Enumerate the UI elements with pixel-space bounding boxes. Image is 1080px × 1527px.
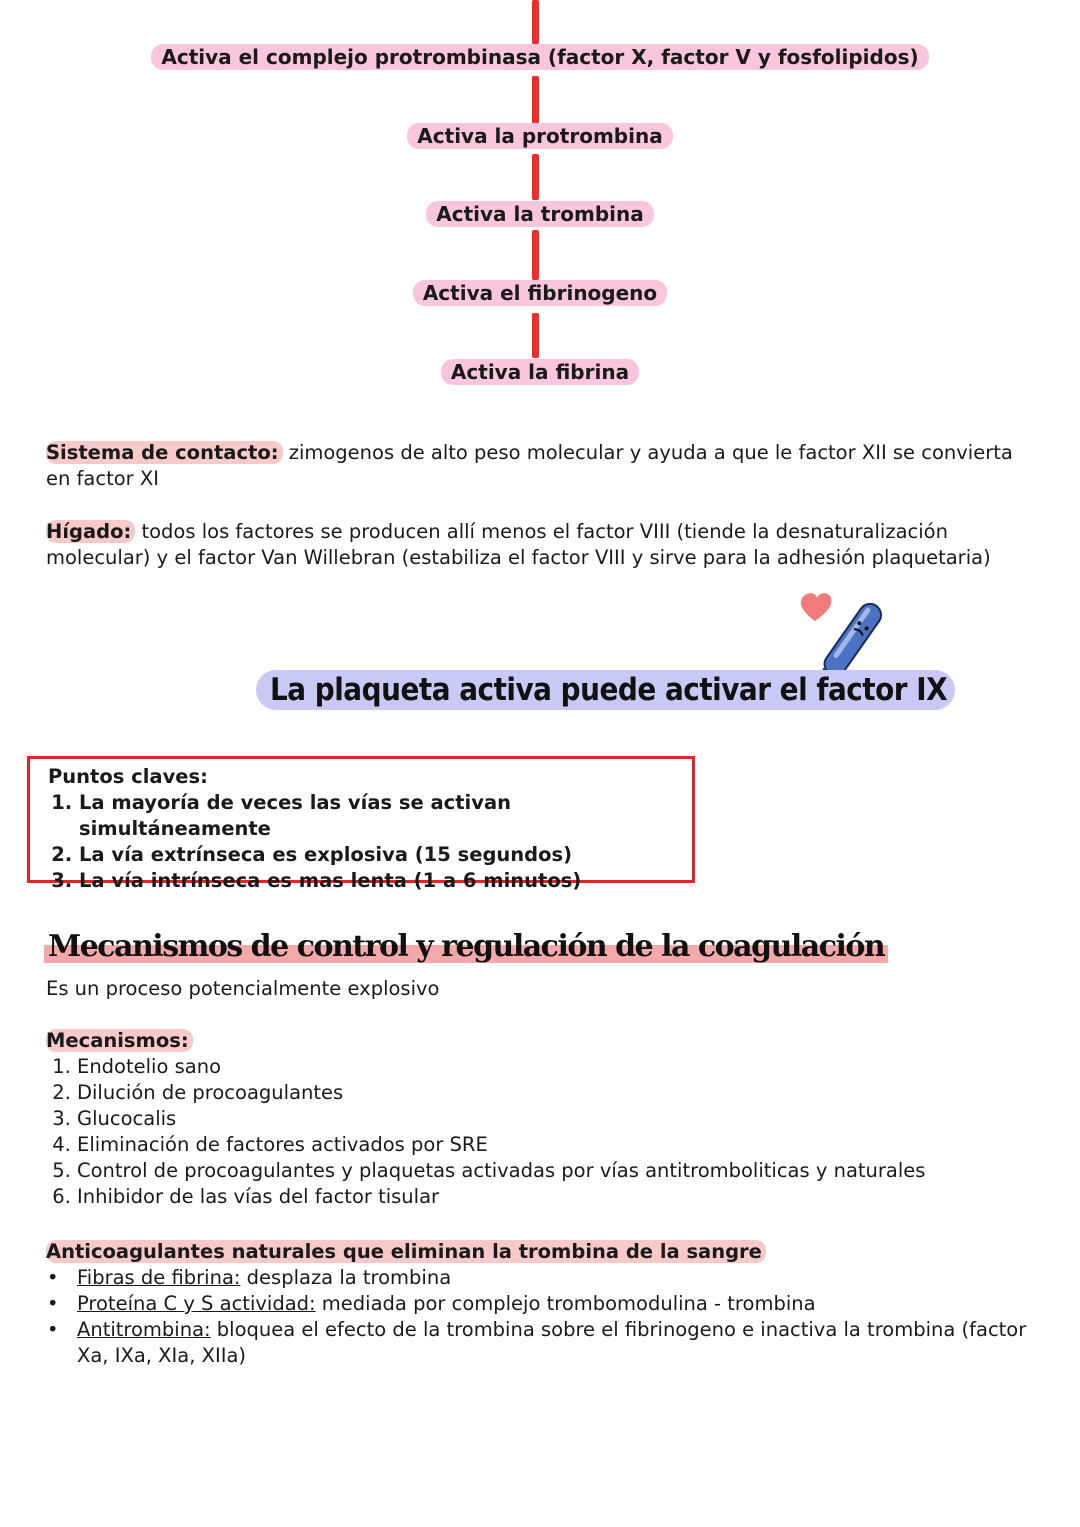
anticoagulant-item: • Fibras de fibrina: desplaza la trombina <box>77 1265 1036 1291</box>
flow-step: Activa el complejo protrombinasa (factor X, factor V y fosfolipidos) <box>0 45 1080 69</box>
key-point-item: 2. La vía extrínseca es explosiva (15 segundos) <box>79 842 692 868</box>
flow-step: Activa la trombina <box>0 202 1080 226</box>
mechanism-item: 1. Endotelio sano <box>77 1054 1036 1080</box>
flow-connector <box>532 76 539 126</box>
mechanism-item: 6. Inhibidor de las vías del factor tisular <box>77 1184 1036 1210</box>
flow-connector <box>532 230 539 280</box>
anticoagulant-item: • Antitrombina: bloquea el efecto de la trombina sobre el fibrinogeno e inactiva la trombina (factor Xa, IXa, XIa, XIIa) <box>77 1317 1036 1369</box>
anticoagulants-label: Anticoagulantes naturales que eliminan la trombina de la sangre <box>46 1240 766 1263</box>
anticoagulant-item: • Proteína C y S actividad: mediada por complejo trombomodulina - trombina <box>77 1291 1036 1317</box>
contact-text: zimogenos de alto peso molecular y ayuda a que le factor XII se convierta en factor XI <box>46 441 1013 490</box>
liver-label: Hígado: <box>46 520 135 543</box>
flow-connector <box>532 0 539 44</box>
flow-connector <box>532 154 539 200</box>
liver-paragraph <box>46 519 1036 571</box>
section-subtitle: Es un proceso potencialmente explosivo <box>46 977 440 1000</box>
mechanisms-label: Mecanismos: <box>46 1029 193 1052</box>
flow-connector <box>532 313 539 358</box>
mechanisms-block <box>46 1028 1036 1210</box>
platelet-statement: La plaqueta activa puede activar el factor IX <box>256 670 955 710</box>
section-title: Mecanismos de control y regulación de la coagulación <box>44 926 888 968</box>
key-point-item: 1. La mayoría de veces las vías se activan simultáneamente <box>79 790 692 842</box>
liver-text: todos los factores se producen allí menos el factor VIII (tiende la desnaturalización molecular) y el factor Van Willebran (estabiliza el factor VIII y sirve para la adhesión plaquetaria) <box>46 520 991 569</box>
key-points-title: Puntos claves: <box>48 765 208 788</box>
anticoagulants-block <box>46 1239 1036 1369</box>
flow-step: Activa la fibrina <box>0 360 1080 384</box>
heart-icon <box>801 593 832 621</box>
mechanism-item: 4. Eliminación de factores activados por SRE <box>77 1132 1036 1158</box>
contact-paragraph <box>46 440 1036 492</box>
key-points-box <box>27 756 695 892</box>
mechanism-item: 5. Control de procoagulantes y plaquetas activadas por vías antitromboliticas y naturales <box>77 1158 1036 1184</box>
flow-step: Activa el fibrinogeno <box>0 281 1080 305</box>
flow-step: Activa la protrombina <box>0 124 1080 148</box>
mechanism-item: 3. Glucocalis <box>77 1106 1036 1132</box>
mechanism-item: 2. Dilución de procoagulantes <box>77 1080 1036 1106</box>
contact-label: Sistema de contacto: <box>46 441 283 464</box>
key-point-item: 3. La vía intrínseca es mas lenta (1 a 6 minutos) <box>79 868 692 894</box>
